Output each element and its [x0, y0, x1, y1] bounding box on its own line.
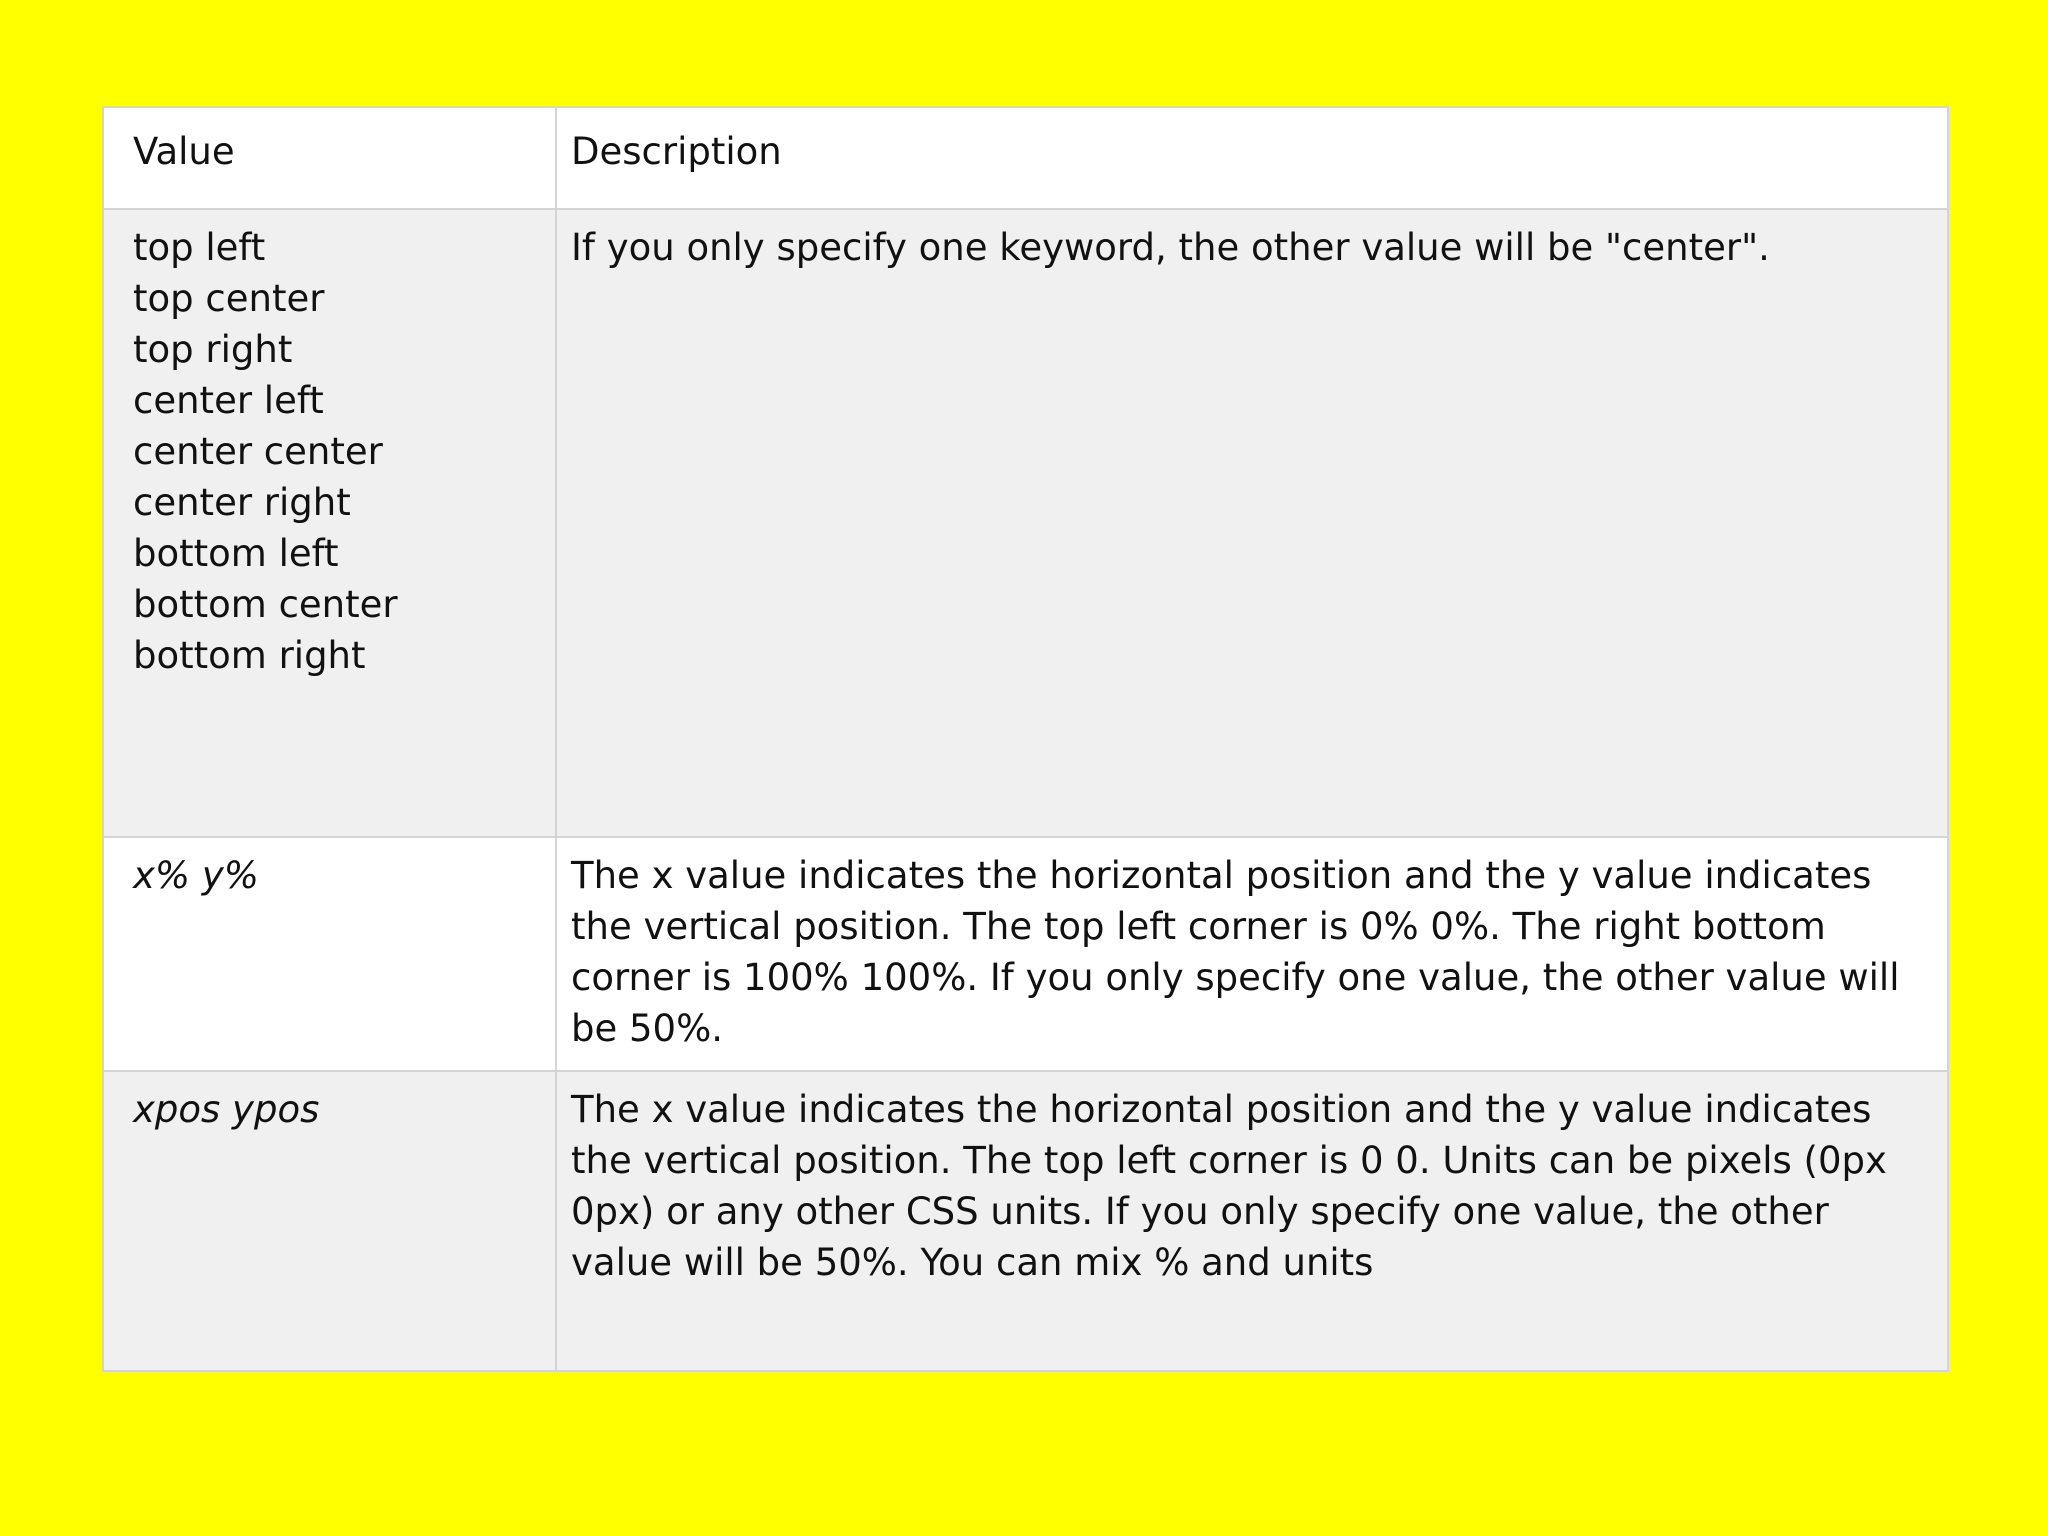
- table-header-row: [103, 107, 1948, 209]
- keyword-value: bottom right: [133, 634, 366, 677]
- keyword-value: top right: [133, 328, 293, 371]
- keyword-value: top center: [133, 277, 325, 320]
- keyword-description-cell: If you only specify one keyword, the other value will be "center".: [556, 209, 1948, 837]
- description-column-header: Description: [556, 107, 1948, 209]
- keyword-value: bottom center: [133, 583, 398, 626]
- table-row: [103, 209, 1948, 837]
- table-row: [103, 837, 1948, 1071]
- keyword-value: center center: [133, 430, 383, 473]
- keyword-value: center right: [133, 481, 351, 524]
- value-column-header: Value: [103, 107, 556, 209]
- percent-description-cell: The x value indicates the horizontal position and the y value indicates the vertical position. The top left corner is 0% 0%. The right bottom corner is 100% 100%. If you only specify one value, the other value will be 50%.: [556, 837, 1948, 1071]
- keyword-value: center left: [133, 379, 324, 422]
- background-position-table: [102, 106, 1949, 1372]
- keyword-value: top left: [133, 226, 266, 269]
- keyword-values-cell: [103, 209, 556, 837]
- percent-value-cell: x% y%: [103, 837, 556, 1071]
- table-row: [103, 1071, 1948, 1371]
- keyword-value: bottom left: [133, 532, 339, 575]
- position-value-cell: xpos ypos: [103, 1071, 556, 1371]
- position-description-cell: The x value indicates the horizontal position and the y value indicates the vertical position. The top left corner is 0 0. Units can be pixels (0px 0px) or any other CSS units. If you only specify one value, the other value will be 50%. You can mix % and units: [556, 1071, 1948, 1371]
- keyword-list: [133, 222, 541, 681]
